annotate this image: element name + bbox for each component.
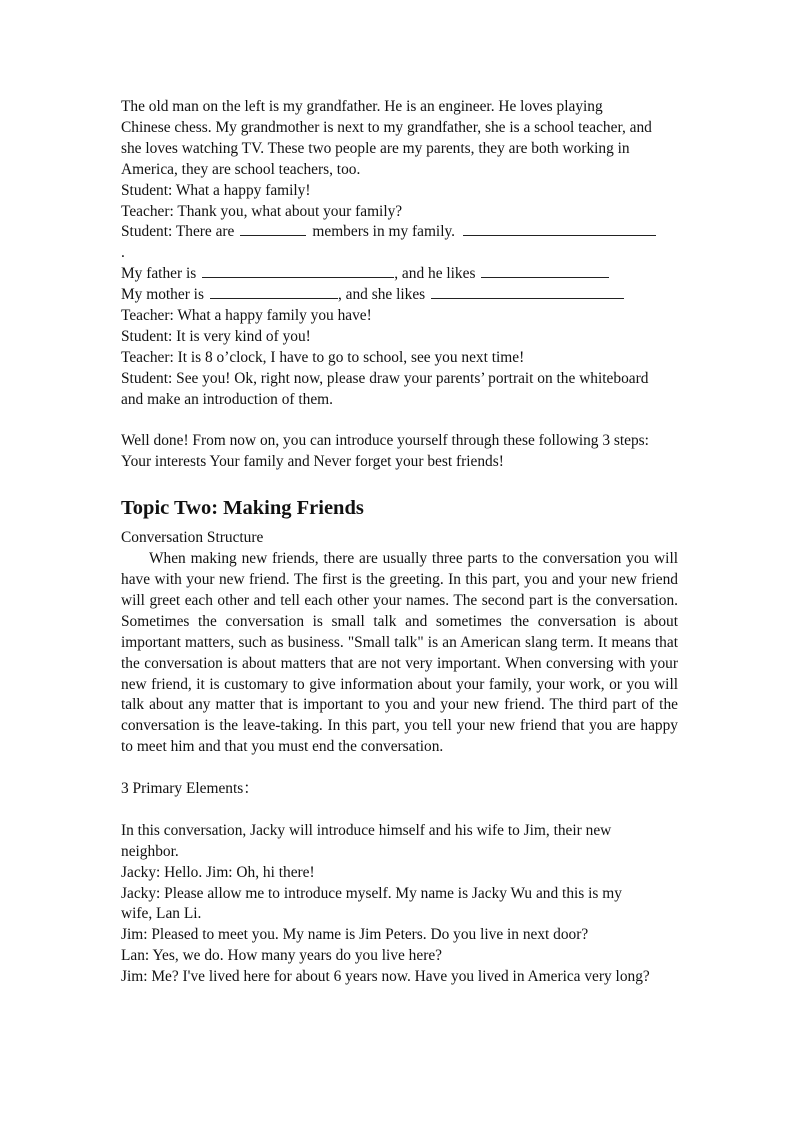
conversation-line: Jacky: Please allow me to introduce myself. My name is Jacky Wu and this is my — [121, 884, 622, 902]
answer-blank[interactable] — [240, 222, 306, 236]
conversation-line: Jacky: Hello. Jim: Oh, hi there! — [121, 863, 315, 881]
answer-blank[interactable] — [431, 285, 624, 299]
intro-line: she loves watching TV. These two people are my parents, they are both working in — [121, 139, 630, 157]
answer-blank[interactable] — [481, 264, 609, 278]
fill-text: members in my family. — [312, 223, 456, 241]
conversation-line: Lan: Yes, we do. How many years do you live here? — [121, 947, 442, 965]
spacer — [121, 758, 678, 779]
answer-blank[interactable] — [210, 285, 338, 299]
fill-text: Student: There are — [121, 223, 235, 241]
dialogue-line: Student: What a happy family! — [121, 181, 311, 199]
spacer — [121, 411, 678, 432]
dialogue-line: Student: It is very kind of you! — [121, 327, 311, 345]
conversation-intro: In this conversation, Jacky will introduce himself and his wife to Jim, their new — [121, 821, 612, 839]
page-content — [121, 97, 678, 988]
dialogue-line: Teacher: What a happy family you have! — [121, 307, 372, 325]
section-subheading: Conversation Structure — [121, 529, 264, 547]
intro-line: Chinese chess. My grandmother is next to my grandfather, she is a school teacher, and — [121, 118, 652, 136]
well-done-line: Your interests Your family and Never forget your best friends! — [121, 453, 504, 471]
conversation-intro: neighbor. — [121, 842, 179, 860]
conversation-line: Jim: Pleased to meet you. My name is Jim Peters. Do you live in next door? — [121, 926, 589, 944]
intro-line: The old man on the left is my grandfather. He is an engineer. He loves playing — [121, 98, 603, 115]
spacer — [121, 800, 678, 821]
conversation-line: wife, Lan Li. — [121, 905, 202, 923]
dialogue-line: Student: See you! Ok, right now, please draw your parents’ portrait on the whiteboard — [121, 369, 649, 387]
fill-text: My mother is — [121, 286, 204, 304]
fill-text: , and she likes — [337, 286, 426, 304]
fill-text: , and he likes — [394, 265, 476, 283]
fill-in-line-family-count — [121, 222, 678, 243]
fill-in-line-mother — [121, 285, 678, 306]
intro-line: America, they are school teachers, too. — [121, 160, 361, 178]
well-done-line: Well done! From now on, you can introduce yourself through these following 3 steps: — [121, 432, 649, 450]
answer-blank[interactable] — [463, 222, 656, 236]
dialogue-line: Teacher: Thank you, what about your family? — [121, 202, 403, 220]
spacer — [121, 473, 678, 494]
primary-elements-label: 3 Primary Elements： — [121, 780, 259, 798]
fill-in-line-father — [121, 264, 678, 285]
section-heading: Topic Two: Making Friends — [121, 497, 364, 520]
dialogue-line: and make an introduction of them. — [121, 390, 333, 408]
dialogue-line: Teacher: It is 8 o’clock, I have to go to school, see you next time! — [121, 348, 525, 366]
conversation-line: Jim: Me? I've lived here for about 6 years now. Have you lived in America very long? — [121, 968, 650, 986]
answer-blank[interactable] — [202, 264, 394, 278]
fill-text: My father is — [121, 265, 197, 283]
conversation-structure-paragraph: When making new friends, there are usually three parts to the conversation you will have with your new friend. The first is the greeting. In this part, you and your new friend will greet each other and tell each other your names. The second part is the conversation. Sometimes the conversation is small talk and sometimes the conversation is about important matters, such as business. "Small talk" is an American slang term. It means that the conversation is about matters that are not very important. When conversing with your new friend, it is customary to give information about your family, your work, or you will talk about any matter that is important to you and your new friend. The third part of the conversation is the leave-taking. In this part, you tell your new friend that you are happy to meet him and that you must end the conversation. — [121, 550, 678, 756]
fill-period: . — [121, 244, 125, 262]
